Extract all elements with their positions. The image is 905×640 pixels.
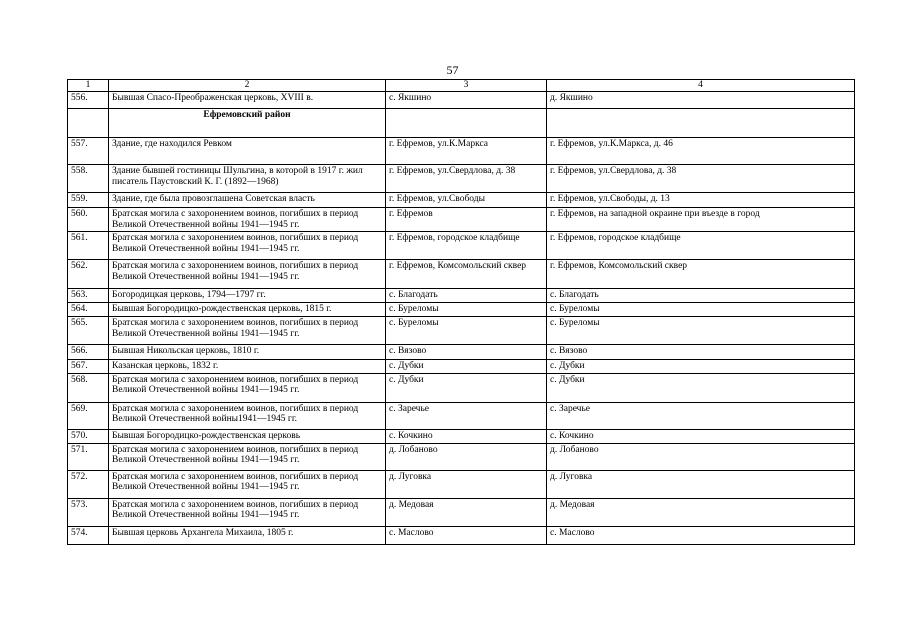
row-number: 564. — [68, 303, 109, 317]
monument-location: д. Медовая — [386, 498, 547, 526]
monument-address: с. Дубки — [547, 360, 855, 374]
monument-address: с. Кочкино — [547, 429, 855, 443]
row-number: 562. — [68, 260, 109, 289]
table-row — [68, 402, 855, 429]
monument-name: Бывшая Спасо-Преображенская церковь, XVIII в. — [109, 92, 386, 109]
monument-address: д. Якшино — [547, 92, 855, 109]
monument-name: Здание, где была провозглашена Советская власть — [109, 193, 386, 208]
monument-location: г. Ефремов, Комсомольский сквер — [386, 260, 547, 289]
monument-address: с. Заречье — [547, 402, 855, 429]
table-row — [68, 260, 855, 289]
row-number: 563. — [68, 289, 109, 303]
monument-name: Бывшая церковь Архангела Михаила, 1805 г. — [109, 526, 386, 544]
row-number: 556. — [68, 92, 109, 109]
monument-name: Бывшая Никольская церковь, 1810 г. — [109, 345, 386, 360]
monument-location: с. Заречье — [386, 402, 547, 429]
monument-location: с. Благодать — [386, 289, 547, 303]
row-number: 561. — [68, 232, 109, 260]
monument-location: д. Луговка — [386, 470, 547, 498]
row-number: 574. — [68, 526, 109, 544]
monument-name: Братская могила с захоронением воинов, погибших в период Великой Отечественной войны 1941—1945 гг. — [109, 208, 386, 232]
monument-location: с. Дубки — [386, 373, 547, 402]
monument-location: г. Ефремов — [386, 208, 547, 232]
row-number: 573. — [68, 498, 109, 526]
monument-address: с. Буреломы — [547, 317, 855, 345]
monument-location: г. Ефремов, ул.К.Маркса — [386, 138, 547, 165]
column-header: 1 — [68, 80, 109, 92]
monument-name: Здание бывшей гостиницы Шульгина, в которой в 1917 г. жил писатель Паустовский К. Г. (1892—1968) — [109, 165, 386, 193]
monument-location: с. Дубки — [386, 360, 547, 374]
table-row — [68, 498, 855, 526]
monument-name: Бывшая Богородицко-рождественская церковь — [109, 429, 386, 443]
empty-cell — [68, 109, 109, 138]
monument-location: с. Буреломы — [386, 303, 547, 317]
monument-name: Казанская церковь, 1832 г. — [109, 360, 386, 374]
table-row — [68, 289, 855, 303]
monument-address: г. Ефремов, ул.К.Маркса, д. 46 — [547, 138, 855, 165]
table-row — [68, 317, 855, 345]
table-row — [68, 345, 855, 360]
row-number: 566. — [68, 345, 109, 360]
monument-location: с. Якшино — [386, 92, 547, 109]
monument-address: д. Луговка — [547, 470, 855, 498]
monument-name: Бывшая Богородицко-рождественская церковь, 1815 г. — [109, 303, 386, 317]
column-header: 3 — [386, 80, 547, 92]
table-header-row — [68, 80, 855, 92]
monument-address: г. Ефремов, городское кладбище — [547, 232, 855, 260]
row-number: 569. — [68, 402, 109, 429]
monument-name: Богородицкая церковь, 1794—1797 гг. — [109, 289, 386, 303]
table-row — [68, 92, 855, 109]
monument-name: Братская могила с захоронением воинов, погибших в период Великой Отечественной войны1941—1945 гг. — [109, 402, 386, 429]
monument-name: Братская могила с захоронением воинов, погибших в период Великой Отечественной войны 1941—1945 гг. — [109, 317, 386, 345]
row-number: 572. — [68, 470, 109, 498]
monument-address: г. Ефремов, Комсомольский сквер — [547, 260, 855, 289]
monument-address: с. Буреломы — [547, 303, 855, 317]
monument-location: г. Ефремов, городское кладбище — [386, 232, 547, 260]
monument-name: Братская могила с захоронением воинов, погибших в период Великой Отечественной войны 1941—1945 гг. — [109, 232, 386, 260]
table-row — [68, 303, 855, 317]
monument-location: с. Кочкино — [386, 429, 547, 443]
column-header: 2 — [109, 80, 386, 92]
monument-location: д. Лобаново — [386, 443, 547, 470]
row-number: 557. — [68, 138, 109, 165]
monument-name: Братская могила с захоронением воинов, погибших в период Великой Отечественной войны 1941—1945 гг. — [109, 470, 386, 498]
row-number: 571. — [68, 443, 109, 470]
monument-address: г. Ефремов, ул.Свердлова, д. 38 — [547, 165, 855, 193]
monument-address: с. Дубки — [547, 373, 855, 402]
table-row — [68, 193, 855, 208]
table-row — [68, 526, 855, 544]
row-number: 559. — [68, 193, 109, 208]
table-row — [68, 232, 855, 260]
monument-location: г. Ефремов, ул.Свободы — [386, 193, 547, 208]
row-number: 570. — [68, 429, 109, 443]
table-row — [68, 429, 855, 443]
empty-cell — [547, 109, 855, 138]
district-heading: Ефремовский район — [109, 109, 386, 138]
monument-location: с. Буреломы — [386, 317, 547, 345]
monument-name: Здание, где находился Ревком — [109, 138, 386, 165]
monument-name: Братская могила с захоронением воинов, погибших в период Великой Отечественной войны 1941—1945 гг. — [109, 443, 386, 470]
monument-address: с. Маслово — [547, 526, 855, 544]
table-row — [68, 208, 855, 232]
monument-address: д. Медовая — [547, 498, 855, 526]
monument-address: с. Вязово — [547, 345, 855, 360]
empty-cell — [386, 109, 547, 138]
monument-name: Братская могила с захоронением воинов, погибших в период Великой Отечественной войны 1941—1945 гг. — [109, 373, 386, 402]
row-number: 558. — [68, 165, 109, 193]
row-number: 565. — [68, 317, 109, 345]
row-number: 560. — [68, 208, 109, 232]
monuments-table — [67, 79, 855, 545]
monument-address: д. Лобаново — [547, 443, 855, 470]
column-header: 4 — [547, 80, 855, 92]
monument-address: г. Ефремов, на западной окраине при въезде в город — [547, 208, 855, 232]
monument-address: с. Благодать — [547, 289, 855, 303]
table-row — [68, 373, 855, 402]
row-number: 568. — [68, 373, 109, 402]
monument-name: Братская могила с захоронением воинов, погибших в период Великой Отечественной войны 1941—1945 гг. — [109, 260, 386, 289]
monument-location: с. Вязово — [386, 345, 547, 360]
table-row — [68, 165, 855, 193]
table-row — [68, 138, 855, 165]
monument-location: с. Маслово — [386, 526, 547, 544]
monument-name: Братская могила с захоронением воинов, погибших в период Великой Отечественной войны 1941—1945 гг. — [109, 498, 386, 526]
monument-location: г. Ефремов, ул.Свердлова, д. 38 — [386, 165, 547, 193]
page-number: 57 — [446, 63, 459, 77]
row-number: 567. — [68, 360, 109, 374]
table-row — [68, 443, 855, 470]
monument-address: г. Ефремов, ул.Свободы, д. 13 — [547, 193, 855, 208]
table-row — [68, 470, 855, 498]
district-row — [68, 109, 855, 138]
table-row — [68, 360, 855, 374]
